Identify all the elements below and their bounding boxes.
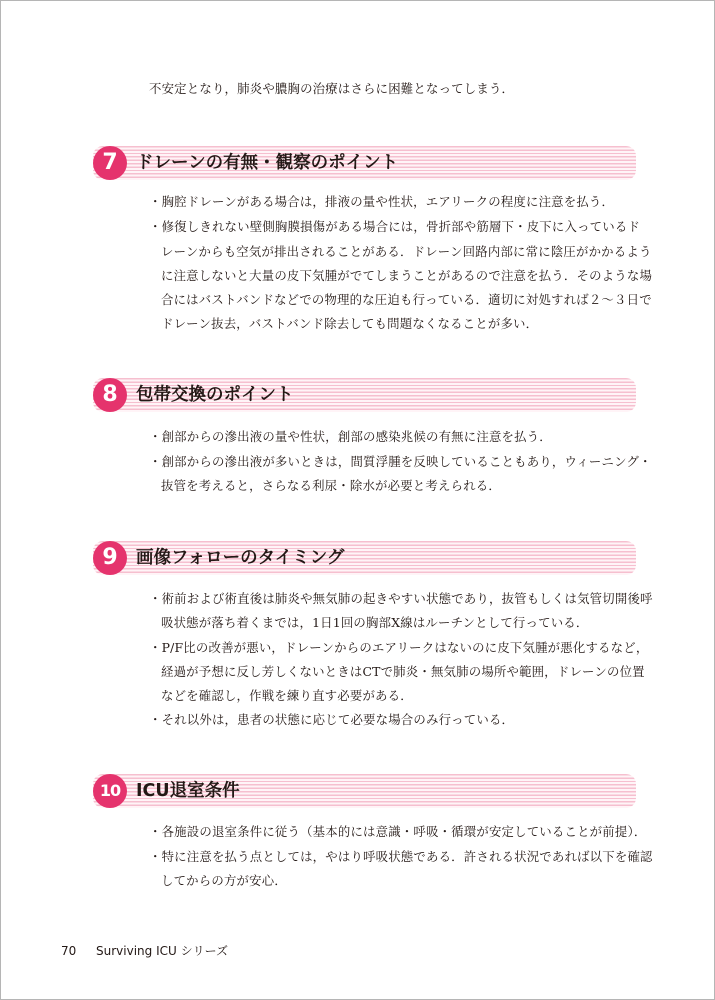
body-line: ・特に注意を払う点としては，やはり呼吸状態である．許される状況であれば以下を確認	[149, 849, 653, 864]
body-line: ・胸腔ドレーンがある場合は，排液の量や性状，エアリークの程度に注意を払う．	[149, 194, 615, 209]
section-number-badge: 8	[93, 378, 127, 412]
body-line: 抜管を考えると，さらなる利尿・除水が必要と考えられる．	[161, 478, 501, 493]
body-line: レーンからも空気が排出されることがある．ドレーン回路内部に常に陰圧がかかるよう	[161, 244, 652, 259]
section-header-10	[93, 774, 636, 808]
body-line: してからの方が安心．	[161, 873, 287, 888]
body-line: ・修復しきれない壁側胸膜損傷がある場合には，骨折部や筋層下・皮下に入っているド	[149, 219, 641, 234]
body-line: ・それ以外は，患者の状態に応じて必要な場合のみ行っている．	[149, 712, 515, 727]
section-title: ドレーンの有無・観察のポイント	[136, 153, 399, 173]
body-line: に注意しないと大量の皮下気腫がでてしまうことがあるので注意を払う．そのような場	[161, 268, 653, 283]
body-line: などを確認し，作戦を練り直す必要がある．	[161, 688, 413, 703]
section-number-badge: 9	[93, 541, 127, 575]
body-line: 吸状態が落ち着くまでは，1日1回の胸部X線はルーチンとして行っている．	[161, 615, 589, 630]
section-title: 画像フォローのタイミング	[136, 548, 345, 568]
page-number: 70	[61, 944, 77, 958]
body-line: ・創部からの滲出液が多いときは，間質浮腫を反映していることもあり，ウィーニング・	[149, 454, 652, 469]
section-title: ICU退室条件	[136, 781, 240, 801]
body-line: ・術前および術直後は肺炎や無気肺の起きやすい状態であり，抜管もしくは気管切開後呼	[149, 591, 653, 606]
body-line: ドレーン抜去，バストバンド除去しても問題なくなることが多い．	[161, 316, 539, 331]
section-header-8	[93, 378, 636, 412]
series-title: Surviving ICU シリーズ	[96, 944, 228, 958]
body-line: ・各施設の退室条件に従う（基本的には意識・呼吸・循環が安定していることが前提）．	[149, 824, 647, 839]
section-number-badge: 10	[93, 774, 127, 808]
section-header-7	[93, 146, 636, 180]
section-header-9	[93, 541, 636, 575]
body-line: 合にはバストバンドなどでの物理的な圧迫も行っている．適切に対処すれば２〜３日で	[161, 292, 652, 307]
section-title: 包帯交換のポイント	[136, 385, 294, 405]
body-line: ・P/F比の改善が悪い，ドレーンからのエアリークはないのに皮下気腫が悪化するなど，	[149, 640, 649, 655]
section-number-badge: 7	[93, 146, 127, 180]
intro-text: 不安定となり，肺炎や膿胸の治療はさらに困難となってしまう．	[149, 81, 515, 96]
body-line: 経過が予想に反し芳しくないときはCTで肺炎・無気肺の場所や範囲，ドレーンの位置	[161, 664, 645, 679]
body-line: ・創部からの滲出液の量や性状，創部の感染兆候の有無に注意を払う．	[149, 429, 552, 444]
